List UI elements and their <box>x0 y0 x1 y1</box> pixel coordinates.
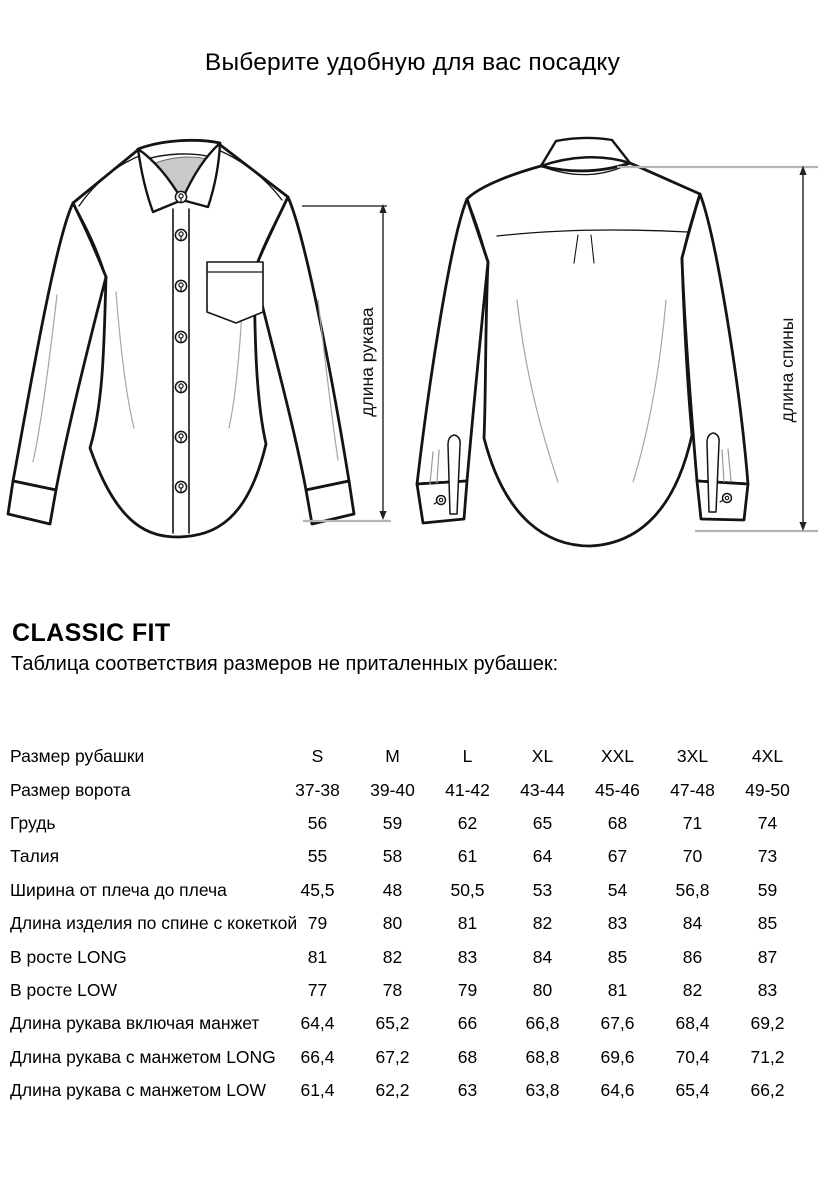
table-cell: 85 <box>607 946 628 967</box>
table-cell: 62 <box>457 812 478 833</box>
table-cell: 71,2 <box>750 1046 785 1067</box>
table-row <box>10 1074 815 1107</box>
table-cell: 64,6 <box>600 1080 635 1101</box>
table-cell: 55 <box>307 846 328 867</box>
table-row <box>10 1007 815 1040</box>
table-cell: 66,8 <box>525 1013 560 1034</box>
button <box>175 229 186 240</box>
arrow-down-icon <box>799 522 806 531</box>
table-cell: 67 <box>607 846 628 867</box>
table-cell: 68 <box>457 1046 478 1067</box>
row-label: Длина изделия по спине с кокеткой <box>10 913 298 934</box>
table-row <box>10 773 815 806</box>
front-left-cuff <box>8 481 56 524</box>
table-row <box>10 940 815 973</box>
table-cell: 70 <box>682 846 703 867</box>
row-label: Грудь <box>10 812 56 833</box>
front-shirt-drawing <box>8 140 354 537</box>
table-cell: 53 <box>532 879 553 900</box>
table-cell: 67,6 <box>600 1013 635 1034</box>
table-cell: 66,2 <box>750 1080 785 1101</box>
row-label: Размер рубашки <box>10 746 145 767</box>
row-label: В росте LONG <box>10 946 127 967</box>
back-body <box>467 163 700 546</box>
table-cell: 48 <box>382 879 403 900</box>
table-cell: 83 <box>757 979 778 1000</box>
table-row <box>10 740 815 773</box>
button <box>175 331 186 342</box>
table-cell: 85 <box>757 913 778 934</box>
table-cell: 66,4 <box>300 1046 335 1067</box>
table-cell: 79 <box>307 913 328 934</box>
table-cell: 56 <box>307 812 328 833</box>
size-header-cell: 4XL <box>751 746 784 767</box>
back-collar-stand <box>541 138 630 166</box>
table-row <box>10 1041 815 1074</box>
table-cell: 68,8 <box>525 1046 560 1067</box>
back-length-label: длина спины <box>777 317 797 423</box>
table-cell: 81 <box>457 913 478 934</box>
table-row <box>10 807 815 840</box>
table-cell: 70,4 <box>675 1046 710 1067</box>
table-cell: 68,4 <box>675 1013 710 1034</box>
table-cell: 83 <box>457 946 478 967</box>
table-cell: 71 <box>682 812 703 833</box>
table-cell: 50,5 <box>450 879 485 900</box>
table-cell: 56,8 <box>675 879 710 900</box>
row-label: Длина рукава с манжетом LONG <box>10 1046 276 1067</box>
table-cell: 77 <box>307 979 328 1000</box>
table-cell: 80 <box>532 979 553 1000</box>
table-cell: 59 <box>757 879 778 900</box>
size-chart-table <box>10 740 815 1107</box>
table-cell: 63 <box>457 1080 478 1101</box>
table-cell: 79 <box>457 979 478 1000</box>
table-row <box>10 974 815 1007</box>
page-title: Выберите удобную для вас посадку <box>204 49 621 76</box>
fit-heading: CLASSIC FIT <box>12 619 171 647</box>
chest-pocket <box>207 262 263 323</box>
table-cell: 80 <box>382 913 403 934</box>
table-cell: 67,2 <box>375 1046 410 1067</box>
table-cell: 82 <box>382 946 403 967</box>
size-header-cell: S <box>311 746 324 767</box>
table-cell: 58 <box>382 846 403 867</box>
table-cell: 84 <box>682 913 703 934</box>
table-cell: 66 <box>457 1013 478 1034</box>
table-cell: 65 <box>532 812 553 833</box>
table-cell: 87 <box>757 946 778 967</box>
table-cell: 54 <box>607 879 628 900</box>
table-cell: 81 <box>307 946 328 967</box>
button <box>175 381 186 392</box>
table-cell: 49-50 <box>745 779 790 800</box>
row-label: Длина рукава с манжетом LOW <box>10 1080 267 1101</box>
button <box>175 280 186 291</box>
row-label: Размер ворота <box>10 779 131 800</box>
table-cell: 69,2 <box>750 1013 785 1034</box>
row-label: Ширина от плеча до плеча <box>10 879 227 900</box>
table-cell: 63,8 <box>525 1080 560 1101</box>
table-cell: 59 <box>382 812 403 833</box>
front-right-cuff <box>306 481 354 524</box>
sleeve-length-label: длина рукава <box>357 307 377 417</box>
table-cell: 43-44 <box>520 779 565 800</box>
table-cell: 82 <box>682 979 703 1000</box>
table-cell: 65,4 <box>675 1080 710 1101</box>
row-label: Длина рукава включая манжет <box>10 1013 260 1034</box>
table-cell: 62,2 <box>375 1080 410 1101</box>
table-cell: 82 <box>532 913 553 934</box>
table-cell: 78 <box>382 979 403 1000</box>
table-cell: 65,2 <box>375 1013 410 1034</box>
size-header-cell: 3XL <box>676 746 709 767</box>
button <box>175 481 186 492</box>
table-cell: 86 <box>682 946 703 967</box>
shirt-diagrams <box>0 120 825 600</box>
table-cell: 69,6 <box>600 1046 635 1067</box>
table-cell: 83 <box>607 913 628 934</box>
table-row <box>10 874 815 907</box>
front-right-sleeve <box>254 197 349 490</box>
row-label: Талия <box>10 846 60 867</box>
table-row <box>10 840 815 873</box>
table-cell: 61,4 <box>300 1080 335 1101</box>
size-header-cell: XL <box>531 746 554 767</box>
table-cell: 45-46 <box>595 779 640 800</box>
button <box>175 431 186 442</box>
table-cell: 41-42 <box>445 779 490 800</box>
table-cell: 73 <box>757 846 778 867</box>
button <box>175 191 186 202</box>
table-cell: 64 <box>532 846 553 867</box>
table-cell: 39-40 <box>370 779 415 800</box>
arrow-down-icon <box>379 511 386 520</box>
table-row <box>10 907 815 940</box>
size-header-cell: XXL <box>600 746 635 767</box>
size-header-cell: M <box>385 746 400 767</box>
fit-subtitle: Таблица соответствия размеров не приталенных рубашек: <box>11 653 559 675</box>
table-cell: 84 <box>532 946 553 967</box>
table-cell: 45,5 <box>300 879 335 900</box>
table-cell: 61 <box>457 846 478 867</box>
table-cell: 64,4 <box>300 1013 335 1034</box>
row-label: В росте LOW <box>10 979 118 1000</box>
back-shirt-drawing <box>417 138 748 546</box>
table-cell: 37-38 <box>295 779 340 800</box>
table-cell: 81 <box>607 979 628 1000</box>
table-cell: 47-48 <box>670 779 715 800</box>
table-cell: 74 <box>757 812 778 833</box>
table-cell: 68 <box>607 812 628 833</box>
size-header-cell: L <box>462 746 473 767</box>
